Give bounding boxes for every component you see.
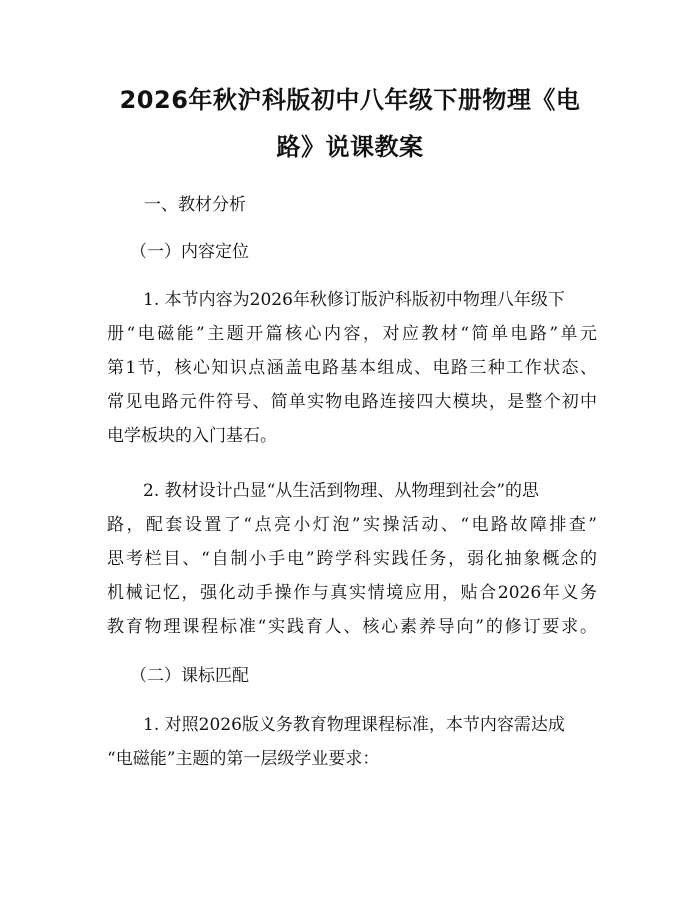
paragraph-2-line-3: 思考栏目、“自制小手电”跨学科实践任务，弱化抽象概念的 (107, 549, 597, 569)
paragraph-2-line-1: 2. 教材设计凸显“从生活到物理、从物理到社会”的思 (143, 481, 540, 501)
paragraph-2-line-2: 路，配套设置了“点亮小灯泡”实操活动、“电路故障排查” (107, 515, 597, 535)
paragraph-2-line-5: 教育物理课程标准“实践育人、核心素养导向”的修订要求。 (107, 617, 597, 637)
section-heading-textbook-analysis: 一、教材分析 (144, 195, 246, 215)
paragraph-1-line-4: 常见电路元件符号、简单实物电路连接四大模块，是整个初中 (107, 392, 597, 412)
paragraph-1-line-1: 1. 本节内容为2026年秋修订版沪科版初中物理八年级下 (143, 290, 565, 310)
paragraph-1-line-3: 第1节，核心知识点涵盖电路基本组成、电路三种工作状态、 (107, 358, 597, 378)
document-title-line-1: 2026年秋沪科版初中八年级下册物理《电 (119, 86, 581, 114)
paragraph-3-line-2: “电磁能”主题的第一层级学业要求： (107, 749, 380, 769)
paragraph-1-line-5: 电学板块的入门基石。 (107, 426, 277, 446)
paragraph-2-line-4: 机械记忆，强化动手操作与真实情境应用，贴合2026年义务 (107, 583, 597, 603)
document-title-line-2: 路》说课教案 (276, 133, 424, 161)
paragraph-1-line-2: 册“电磁能”主题开篇核心内容，对应教材“简单电路”单元 (107, 324, 597, 344)
subsection-heading-content-positioning: （一）内容定位 (130, 242, 249, 262)
paragraph-3-line-1: 1. 对照2026版义务教育物理课程标准，本节内容需达成 (143, 715, 565, 735)
subsection-heading-curriculum-match: （二）课标匹配 (130, 666, 249, 686)
